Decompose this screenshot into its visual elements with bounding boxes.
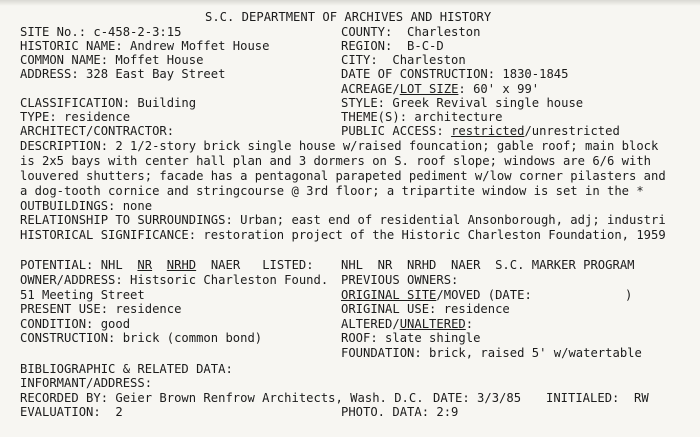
city: CITY: Charleston [341, 53, 466, 67]
listed-label: LISTED: [262, 258, 314, 272]
initialed: INITIALED: RW [546, 391, 649, 405]
themes: THEME(S): architecture [341, 110, 503, 124]
lot-size-value: : 60' x 99' [458, 82, 540, 96]
altered-colon: : [465, 317, 474, 331]
owner-address: OWNER/ADDRESS: Histsoric Charleston Found. [20, 273, 329, 287]
acreage-lot-size [341, 82, 539, 96]
description-line-2: is 2x5 bays with center hall plan and 3 dormers on S. roof slope; windows are 6/6 with [20, 154, 652, 168]
previous-owners: PREVIOUS OWNERS: [341, 273, 459, 287]
condition: CONDITION: good [20, 317, 131, 331]
construction: CONSTRUCTION: brick (common bond) [20, 331, 263, 345]
public-access-selected: restricted [451, 124, 525, 138]
original-use: ORIGINAL USE: residence [341, 302, 510, 316]
site-number: SITE No.: c-458-2-3:15 [20, 25, 182, 39]
roof: ROOF: slate shingle [341, 331, 481, 345]
public-access-alt: /unrestricted [524, 124, 620, 138]
lot-size-label: LOT SIZE [399, 82, 459, 96]
original-site: ORIGINAL SITE [341, 288, 437, 302]
scan-edge [0, 0, 700, 6]
historical-significance: HISTORICAL SIGNIFICANCE: restoration project of the Historic Charleston Foundation, 1959 [20, 228, 666, 242]
evaluation: EVALUATION: 2 [20, 405, 123, 419]
informant-address: INFORMANT/ADDRESS: [20, 376, 153, 390]
foundation: FOUNDATION: brick, raised 5' w/watertable [341, 346, 642, 360]
listed-options: NHL NR NRHD NAER S.C. MARKER PROGRAM [341, 258, 635, 272]
owner-address-line-2: 51 Meeting Street [20, 288, 145, 302]
photo-data: PHOTO. DATA: 2:9 [341, 405, 459, 419]
description-line-3: louvered shutters; facade has a pentagonal parapeted pediment w/low corner pilasters and [20, 169, 666, 183]
date-of-construction: DATE OF CONSTRUCTION: 1830-1845 [341, 67, 569, 81]
bibliographic-data: BIBLIOGRAPHIC & RELATED DATA: [20, 362, 233, 376]
outbuildings: OUTBUILDINGS: none [20, 199, 153, 213]
public-access [341, 124, 620, 138]
address: ADDRESS: 328 East Bay Street [20, 67, 226, 81]
type: TYPE: residence [20, 110, 131, 124]
historic-name: HISTORIC NAME: Andrew Moffet House [20, 39, 270, 53]
classification: CLASSIFICATION: Building [20, 96, 197, 110]
recorded-by: RECORDED BY: Geier Brown Renfrow Architects, Wash. D.C. [20, 391, 424, 405]
unaltered-selected: UNALTERED [399, 317, 466, 331]
altered-unaltered [341, 317, 473, 331]
style: STYLE: Greek Revival single house [341, 96, 584, 110]
region: REGION: B-C-D [341, 39, 444, 53]
architect-contractor: ARCHITECT/CONTRACTOR: [20, 124, 175, 138]
acreage-label: ACREAGE/ [341, 82, 400, 96]
relationship-to-surroundings: RELATIONSHIP TO SURROUNDINGS: Urban; east end of residential Ansonborough, adj; industri [20, 213, 666, 227]
recorded-date: DATE: 3/3/85 [433, 391, 522, 405]
common-name: COMMON NAME: Moffet House [20, 53, 204, 67]
potential-nhl: NHL [100, 258, 123, 272]
potential-label: POTENTIAL: [20, 258, 101, 272]
description-line-1: DESCRIPTION: 2 1/2-story brick single house w/raised founcation; gable roof; main block [20, 139, 659, 153]
potential-nrhd: NRHD [166, 258, 197, 272]
altered-label: ALTERED/ [341, 317, 400, 331]
county: COUNTY: Charleston [341, 25, 481, 39]
public-access-label: PUBLIC ACCESS: [341, 124, 452, 138]
potential-naer: NAER [210, 258, 241, 272]
potential-nr: NR [137, 258, 153, 272]
moved-date-close: ) [625, 288, 633, 302]
form-title: S.C. DEPARTMENT OF ARCHIVES AND HISTORY [205, 10, 492, 24]
present-use: PRESENT USE: residence [20, 302, 182, 316]
moved-date-label: /MOVED (DATE: [436, 288, 532, 302]
original-site-moved [341, 288, 532, 302]
description-line-4: a dog-tooth cornice and stringcourse @ 3rd floor; a tripartite window is set in the * [20, 184, 644, 198]
potential [20, 258, 314, 272]
